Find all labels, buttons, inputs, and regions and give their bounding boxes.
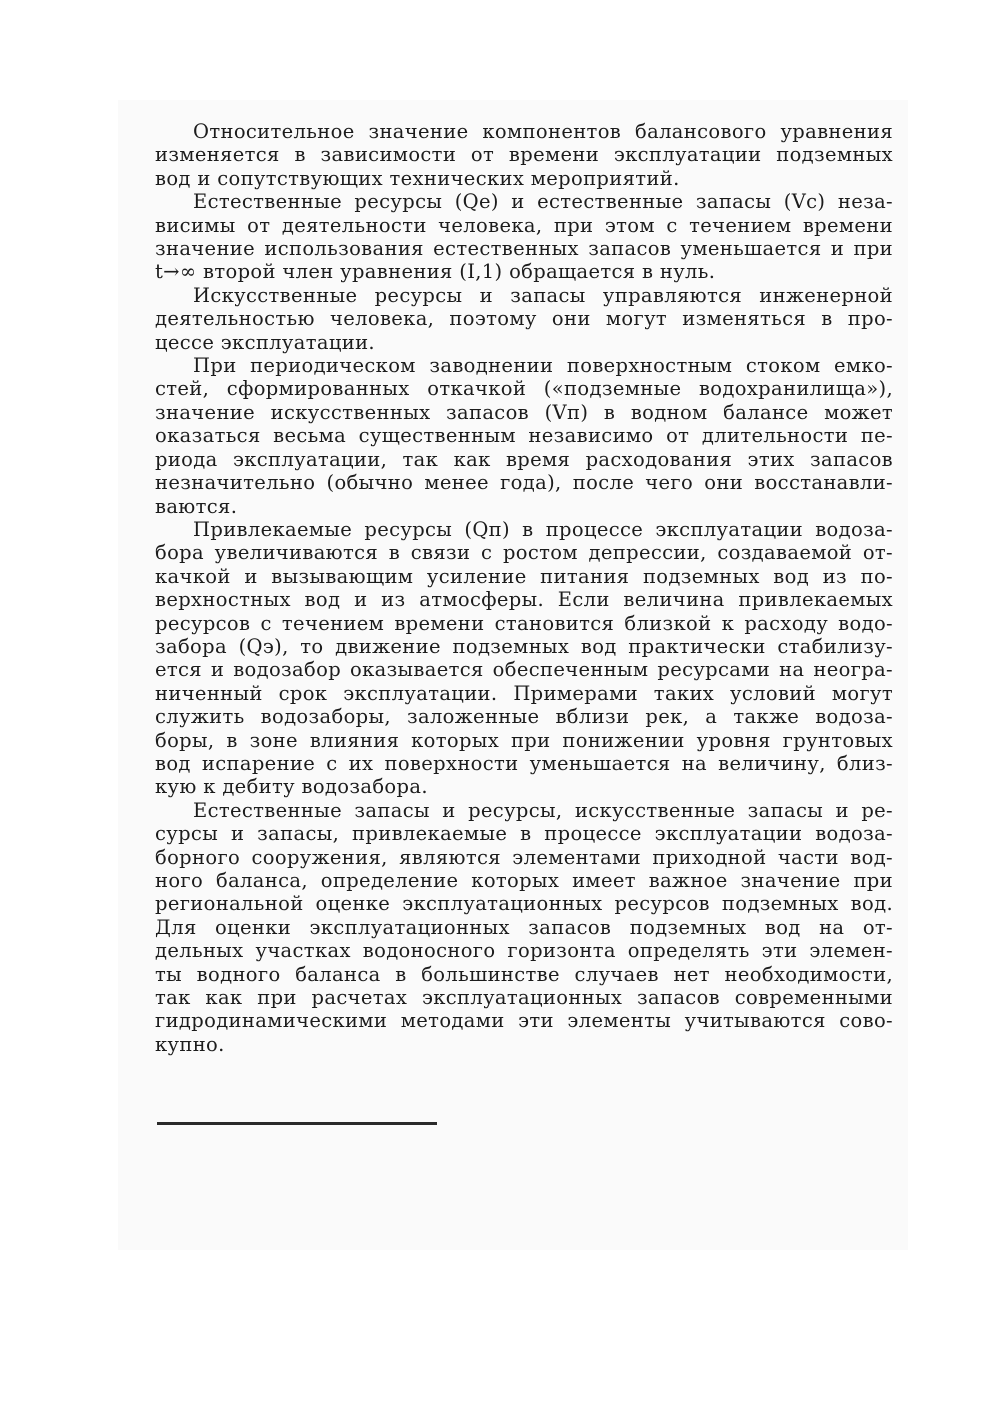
text-line: висимы от деятельности человека, при этом с течением времени: [155, 213, 893, 237]
text-line: изменяется в зависимости от времени эксплуатации подземных: [155, 143, 893, 167]
paragraph-3: [155, 284, 893, 354]
text-line: забора (Qэ), то движение подземных вод практически стабилизу-: [155, 634, 893, 658]
text-line: Привлекаемые ресурсы (Qп) в процессе эксплуатации водоза-: [193, 517, 893, 541]
text-line: региональной оценке эксплуатационных ресурсов подземных вод.: [155, 892, 893, 916]
text-line: кую к дебиту водозабора.: [155, 775, 428, 799]
text-line: Относительное значение компонентов балансового уравнения: [193, 120, 893, 143]
text-line: ется и водозабор оказывается обеспеченным ресурсами на неогра-: [155, 658, 893, 682]
text-line: борного сооружения, являются элементами приходной части вод-: [155, 845, 893, 869]
paragraph-2: [155, 190, 893, 284]
text-line: ниченный срок эксплуатации. Примерами таких условий могут: [155, 681, 893, 705]
text-line: t→∞ второй член уравнения (I,1) обращается в нуль.: [155, 260, 716, 284]
text-line: Искусственные ресурсы и запасы управляются инженерной: [193, 283, 893, 307]
text-line: ваются.: [155, 494, 238, 518]
paragraph-5: [155, 518, 893, 799]
text-line: ты водного баланса в большинстве случаев нет необходимости,: [155, 962, 893, 986]
paragraph-6: [155, 799, 893, 1056]
text-line: верхностных вод и из атмосферы. Если величина привлекаемых: [155, 588, 893, 612]
text-line: Естественные запасы и ресурсы, искусственные запасы и ре-: [193, 798, 893, 822]
text-line: риода эксплуатации, так как время расходования этих запасов: [155, 447, 893, 471]
text-line: ного баланса, определение которых имеет важное значение при: [155, 869, 893, 892]
text-line: бора увеличиваются в связи с ростом депрессии, создаваемой от-: [155, 541, 893, 565]
text-line: значение искусственных запасов (Vп) в водном балансе может: [155, 400, 893, 424]
text-line: деятельностью человека, поэтому они могут изменяться в про-: [155, 307, 893, 331]
text-line: так как при расчетах эксплуатационных запасов современными: [155, 986, 893, 1010]
text-line: незначительно (обычно менее года), после чего они восстанавли-: [155, 471, 893, 495]
text-line: Для оценки эксплуатационных запасов подземных вод на от-: [155, 915, 893, 939]
text-line: качкой и вызывающим усиление питания подземных вод из по-: [155, 564, 893, 588]
text-line: служить водозаборы, заложенные вблизи рек, а также водоза-: [155, 705, 893, 729]
text-line: стей, сформированных откачкой («подземные водохранилища»),: [155, 377, 893, 401]
text-line: цессе эксплуатации.: [155, 330, 375, 354]
paragraph-1: [155, 120, 893, 190]
text-line: ресурсов с течением времени становится близкой к расходу водо-: [155, 611, 893, 635]
text-line: сурсы и запасы, привлекаемые в процессе эксплуатации водоза-: [155, 822, 893, 846]
footnote-rule: [157, 1122, 437, 1125]
text-line: гидродинамическими методами эти элементы учитываются сово-: [155, 1009, 893, 1033]
text-line: боры, в зоне влияния которых при понижении уровня грунтовых: [155, 728, 893, 752]
text-line: дельных участках водоносного горизонта определять эти элемен-: [155, 939, 893, 963]
text-line: Естественные ресурсы (Qe) и естественные запасы (Vc) неза-: [193, 190, 893, 214]
text-line: вод испарение с их поверхности уменьшается на величину, близ-: [155, 751, 893, 775]
text-line: значение использования естественных запасов уменьшается и при: [155, 237, 893, 261]
text-line: При периодическом заводнении поверхностным стоком емко-: [193, 354, 893, 378]
text-line: оказаться весьма существенным независимо от длительности пе-: [155, 424, 893, 448]
body-text: [155, 120, 893, 1056]
paragraph-4: [155, 354, 893, 518]
text-line: вод и сопутствующих технических мероприятий.: [155, 166, 680, 190]
text-line: купно.: [155, 1032, 225, 1056]
